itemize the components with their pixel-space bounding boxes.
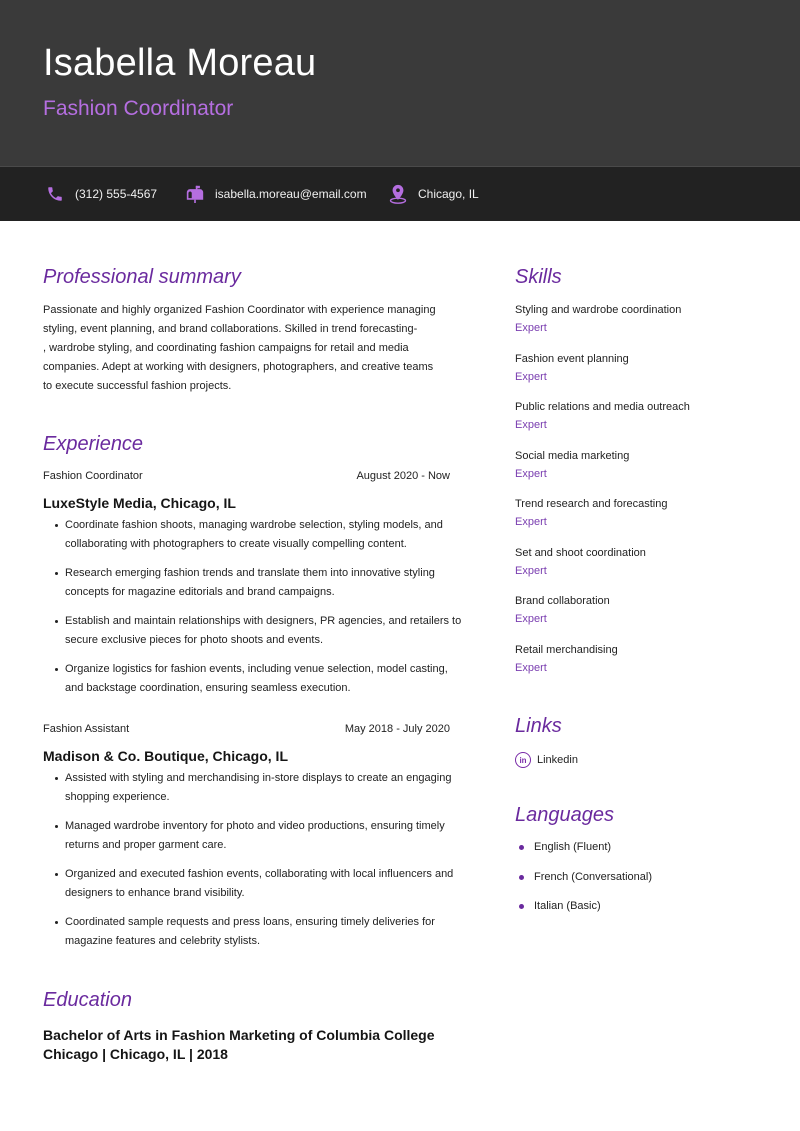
- job-bullet: Organized and executed fashion events, collaborating with local influencers and designers to enhance brand visibility.: [55, 865, 465, 903]
- skill-name: Trend research and forecasting: [515, 498, 668, 510]
- skill-level: Expert: [515, 467, 547, 480]
- location-text: Chicago, IL: [418, 186, 479, 201]
- skill-name: Social media marketing: [515, 449, 630, 462]
- skill-name: Fashion event planning: [515, 352, 629, 365]
- job-bullet: Assisted with styling and merchandising in-store displays to create an engaging shopping experience.: [55, 769, 465, 807]
- summary-line: Passionate and highly organized Fashion Coordinator with experience managing: [43, 304, 436, 316]
- job-dates: May 2018 - July 2020: [344, 723, 450, 735]
- email-text: isabella.moreau@email.com: [215, 186, 367, 201]
- candidate-title: Fashion Coordinator: [43, 97, 234, 120]
- skill-name: Set and shoot coordination: [515, 546, 646, 559]
- contact-location: [388, 167, 479, 220]
- skill-name: Brand collaboration: [515, 595, 610, 607]
- skill-name: Retail merchandising: [515, 643, 618, 656]
- summary-line: to execute successful fashion projects.: [43, 380, 232, 392]
- summary-text: [43, 301, 473, 396]
- education-line: Chicago | Chicago, IL | 2018: [43, 1046, 228, 1062]
- job-header: [43, 470, 450, 482]
- skill-item: [515, 448, 775, 497]
- skill-level: Expert: [515, 419, 547, 431]
- language-item: French (Conversational): [519, 868, 652, 898]
- skill-name: Public relations and media outreach: [515, 401, 690, 413]
- skill-item: [515, 545, 775, 594]
- skill-level: Expert: [515, 661, 547, 674]
- language-item: Italian (Basic): [519, 897, 652, 927]
- phone-icon: [45, 184, 65, 204]
- phone-text: (312) 555-4567: [75, 186, 158, 201]
- mailbox-icon: [185, 184, 205, 204]
- contact-email[interactable]: [185, 167, 367, 220]
- skill-level: Expert: [515, 564, 547, 577]
- job-bullet: Coordinate fashion shoots, managing wardrobe selection, styling models, and collaborating with photographers to create visually compelling content.: [55, 516, 465, 554]
- job-bullet: Coordinated sample requests and press loans, ensuring timely deliveries for magazine features and celebrity stylists.: [55, 913, 465, 951]
- linkedin-icon: in: [515, 752, 531, 768]
- skill-level: Expert: [515, 613, 547, 625]
- education-entry: [43, 1026, 463, 1064]
- job-company: Madison & Co. Boutique, Chicago, IL: [43, 748, 288, 764]
- skill-item: [515, 399, 775, 448]
- candidate-name: Isabella Moreau: [43, 42, 317, 84]
- skill-item: [515, 351, 775, 400]
- job-company: LuxeStyle Media, Chicago, IL: [43, 495, 236, 511]
- skill-item: [515, 302, 775, 351]
- skill-item: [515, 496, 775, 545]
- job-dates: August 2020 - Now: [356, 470, 450, 482]
- skill-item: [515, 593, 775, 642]
- education-heading: Education: [43, 989, 132, 1011]
- job-bullets: [55, 769, 465, 961]
- skills-list: [515, 302, 775, 690]
- job-bullet: Managed wardrobe inventory for photo and video productions, ensuring timely returns and proper garment care.: [55, 817, 465, 855]
- contact-phone[interactable]: [45, 167, 157, 220]
- links-heading: Links: [515, 715, 562, 737]
- summary-heading: Professional summary: [43, 266, 241, 288]
- job-bullets: [55, 516, 465, 708]
- job-header: [43, 723, 450, 735]
- contact-bar: [0, 166, 800, 221]
- languages-heading: Languages: [515, 804, 614, 826]
- job-role: Fashion Coordinator: [43, 470, 143, 482]
- job-bullet: Establish and maintain relationships with designers, PR agencies, and retailers to secure exclusive pieces for photo shoots and events.: [55, 612, 465, 650]
- job-bullet: Organize logistics for fashion events, including venue selection, model casting, and backstage coordination, ensuring seamless execution.: [55, 660, 465, 698]
- skill-level: Expert: [515, 516, 547, 528]
- skill-level: Expert: [515, 370, 547, 383]
- language-item: English (Fluent): [519, 838, 652, 868]
- linkedin-label: Linkedin: [537, 754, 578, 766]
- education-line: Bachelor of Arts in Fashion Marketing of Columbia College: [43, 1027, 435, 1043]
- job-bullet: Research emerging fashion trends and translate them into innovative styling concepts for magazine editorials and brand campaigns.: [55, 564, 465, 602]
- skills-heading: Skills: [515, 266, 562, 288]
- skill-name: Styling and wardrobe coordination: [515, 304, 682, 316]
- summary-line: , wardrobe styling, and coordinating fashion campaigns for retail and media: [43, 342, 409, 354]
- resume-header: [0, 0, 800, 166]
- summary-line: styling, event planning, and brand collaborations. Skilled in trend forecasting-: [43, 323, 418, 335]
- experience-heading: Experience: [43, 433, 144, 455]
- skill-level: Expert: [515, 322, 547, 334]
- location-pin-icon: [388, 184, 408, 204]
- skill-item: [515, 642, 775, 691]
- summary-line: companies. Adept at working with designers, photographers, and creative teams: [43, 361, 434, 373]
- linkedin-link[interactable]: [515, 752, 578, 768]
- job-role: Fashion Assistant: [43, 723, 130, 735]
- languages-list: [519, 838, 652, 927]
